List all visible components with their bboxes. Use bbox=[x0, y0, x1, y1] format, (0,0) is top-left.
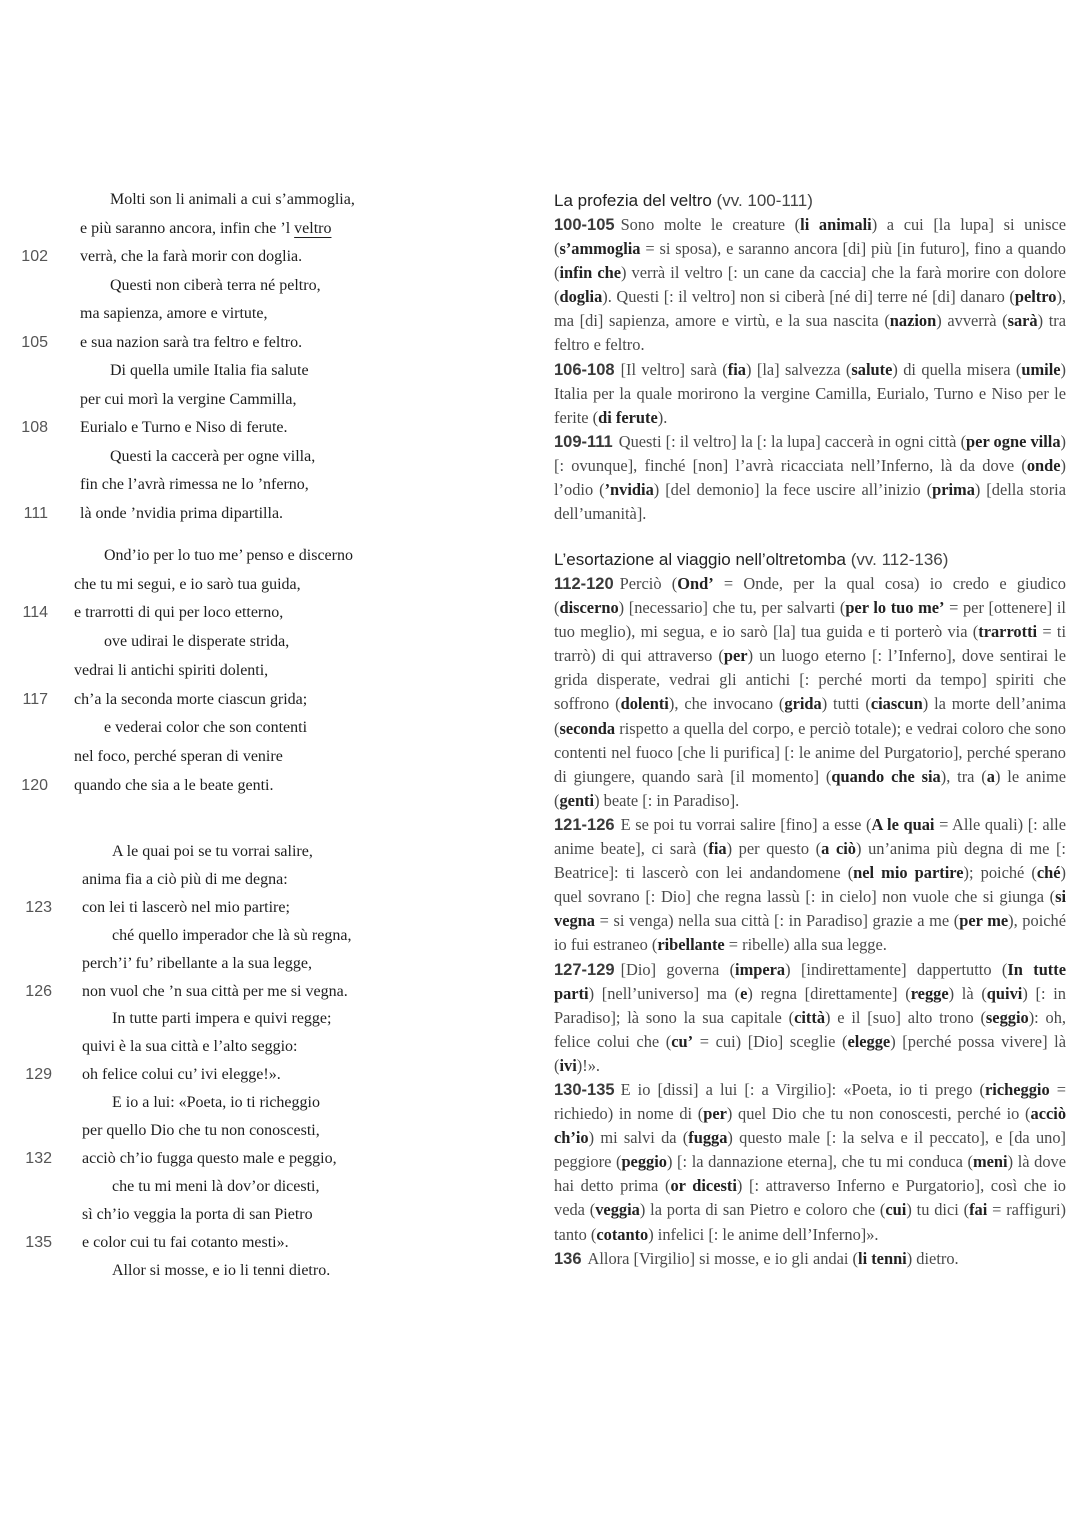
verse-text: Eurialo e Turno e Niso di ferute. bbox=[80, 419, 288, 436]
verse-text: vedrai li antichi spiriti dolenti, bbox=[74, 661, 269, 679]
verse-line bbox=[0, 743, 520, 771]
verse-text: e sua nazion sarà tra feltro e feltro. bbox=[80, 333, 303, 351]
verse-line bbox=[0, 686, 520, 714]
verse-reference: 127-129 bbox=[554, 960, 615, 979]
verse-text: e vederai color che son contenti bbox=[104, 719, 308, 737]
verse-reference: 106-108 bbox=[554, 360, 615, 379]
commentary-paragraph bbox=[554, 1247, 1066, 1271]
commentary-section bbox=[554, 548, 1066, 1271]
verse-line bbox=[0, 978, 520, 1006]
verse-line bbox=[0, 443, 520, 471]
verse-line bbox=[0, 1089, 520, 1117]
verse-reference: 112-120 bbox=[554, 575, 614, 593]
verse-reference: 130-135 bbox=[554, 1080, 615, 1099]
verse-text: ch’a la seconda morte ciascun grida; bbox=[74, 690, 308, 708]
verse-text: A le quai poi se tu vorrai salire, bbox=[112, 843, 313, 860]
verse-text: per quello Dio che tu non conoscesti, bbox=[82, 1122, 320, 1139]
verse-text: e più saranno ancora, infin che ’l veltro bbox=[80, 219, 332, 237]
verse-text: ché quello imperador che là sù regna, bbox=[112, 926, 352, 944]
verse-line bbox=[0, 1145, 520, 1173]
verse-text: oh felice colui cu’ ivi elegge!». bbox=[82, 1066, 281, 1084]
verse-text: Di quella umile Italia fia salute bbox=[110, 362, 309, 379]
verse-line bbox=[0, 657, 520, 685]
verse-line bbox=[0, 1117, 520, 1145]
verse-text: non vuol che ’n sua città per me si vegna. bbox=[82, 982, 348, 1000]
verse-text: con lei ti lascerò nel mio partire; bbox=[82, 898, 290, 916]
paraphrase-text: Allora [Virgilio] si mosse, e io gli andai (li tenni) dietro. bbox=[587, 1248, 959, 1268]
section-title-text: La profezia del veltro bbox=[554, 191, 717, 210]
verse-text: quando che sia a le beate genti. bbox=[74, 776, 274, 794]
underlined-word: veltro bbox=[294, 219, 332, 237]
verse-number: 105 bbox=[21, 333, 48, 351]
verse-number: 126 bbox=[25, 982, 52, 1000]
verse-reference: 100-105 bbox=[554, 216, 615, 234]
verse-number: 114 bbox=[22, 604, 48, 622]
verse-text: In tutte parti impera e quivi regge; bbox=[112, 1010, 332, 1028]
verse-line bbox=[0, 329, 520, 357]
section-title bbox=[554, 189, 1066, 213]
paraphrase-text: Sono molte le creature (li animali) a cui [la lupa] si unisce (s’ammoglia = si sposa), e saranno ancora [di] più [in futuro], fino a quando (infin che) verrà il veltro [: un cane da caccia] che la farà morire con dolore (doglia). Questi [: il veltro] non si ciberà [né di] terre né [di] danaro (peltro), ma [di] sapienza, amore e virtù, e la sua nascita (nazion) avverrà (sarà) tra feltro e feltro. bbox=[554, 215, 1067, 355]
verse-reference: 121-126 bbox=[554, 815, 615, 834]
verse-number: 117 bbox=[22, 690, 48, 708]
verse-text: Molti son li animali a cui s’ammoglia, bbox=[110, 191, 355, 208]
verse-text: anima fia a ciò più di me degna: bbox=[82, 870, 288, 888]
verse-text: e color cui tu fai cotanto mesti». bbox=[82, 1233, 289, 1251]
verse-line bbox=[0, 272, 520, 300]
verse-text: che tu mi segui, e io sarò tua guida, bbox=[74, 575, 301, 593]
verse-reference: 109-111 bbox=[554, 432, 613, 451]
verse-line bbox=[0, 1257, 520, 1285]
verse-text: per cui morì la vergine Cammilla, bbox=[80, 390, 297, 408]
verse-text: Questi non ciberà terra né peltro, bbox=[110, 276, 321, 294]
paraphrase-text: E io [dissi] a lui [: a Virgilio]: «Poeta, io ti prego (richeggio = richiedo) in nome di (per) quel Dio che tu non conoscesti, perché io (acciò ch’io) mi salvi da (fugga) questo male [: la selva e il peccato], e [da uno] peggiore (peggio) [: la dannazione eterna], che tu mi conduca (meni) là dove hai detto prima (or dicesti) [: attraverso Inferno e Purgatorio], così che io veda (veggia) la porta di san Pietro e coloro che (cui) tu dici (fai = raffiguri) tanto (cotanto) infelici [: le anime dell’Inferno]». bbox=[554, 1079, 1067, 1244]
commentary-paragraph bbox=[554, 358, 1066, 430]
commentary-paragraph bbox=[554, 1078, 1066, 1247]
verse-line bbox=[0, 357, 520, 385]
verse-text: ove udirai le disperate strida, bbox=[104, 633, 290, 651]
verse-line bbox=[0, 950, 520, 978]
verse-line bbox=[0, 542, 520, 570]
verse-text: che tu mi meni là dov’or dicesti, bbox=[112, 1177, 320, 1195]
verse-text: Ond’io per lo tuo me’ penso e discerno bbox=[104, 547, 353, 564]
verse-line bbox=[0, 714, 520, 742]
verse-line bbox=[0, 414, 520, 442]
verse-text: nel foco, perché speran di venire bbox=[74, 747, 283, 765]
verse-line bbox=[0, 628, 520, 656]
commentary-paragraph bbox=[554, 572, 1066, 813]
verse-line bbox=[0, 300, 520, 328]
verse-text: e trarrotti di qui per loco etterno, bbox=[74, 604, 284, 622]
verse-line bbox=[0, 1033, 520, 1061]
paraphrase-text: Questi [: il veltro] la [: la lupa] caccerà in ogni città (per ogne villa) [: ovunque], finché [non] l’avrà ricacciata nell’Inferno, là da dove (onde) l’odio (’nvidia) [del demonio] la fece uscire all’inizio (prima) [della storia dell’umanità]. bbox=[554, 431, 1066, 524]
verse-number: 129 bbox=[25, 1066, 52, 1084]
verse-line bbox=[0, 1229, 520, 1257]
verse-line bbox=[0, 772, 520, 800]
section-verses: (vv. 112-136) bbox=[850, 550, 949, 569]
verse-number: 135 bbox=[25, 1233, 52, 1251]
verse-text: verrà, che la farà morir con doglia. bbox=[80, 248, 303, 265]
section-verses: (vv. 100-111) bbox=[716, 191, 813, 210]
commentary-paragraph bbox=[554, 813, 1066, 958]
paraphrase-text: E se poi tu vorrai salire [fino] a esse (A le quai = Alle quali) [: alle anime beate], ci sarà (fia) per questo (a ciò) un’anima più degna di me [: Beatrice]: ti lascerò con lei andandomene (nel mio partire); poiché (ché) quel sovrano [: Dio] che regna lassù [: in cielo] non vuole che si giunga (si vegna = si venga) nella sua città [: in Paradiso] grazie a me (per me), poiché io fui estraneo (ribellante = ribelle) alla sua legge. bbox=[554, 814, 1066, 955]
section-title bbox=[554, 548, 1066, 572]
verse-line bbox=[0, 1005, 520, 1033]
commentary-paragraph bbox=[554, 213, 1066, 358]
verse-text: acciò ch’io fugga questo male e peggio, bbox=[82, 1149, 337, 1167]
verse-text: Allor si mosse, e io li tenni dietro. bbox=[112, 1261, 331, 1279]
commentary-section bbox=[554, 189, 1066, 526]
verse-text: Questi la caccerà per ogne villa, bbox=[110, 447, 316, 465]
verse-text: E io a lui: «Poeta, io ti richeggio bbox=[112, 1094, 320, 1112]
commentary-paragraph bbox=[554, 430, 1066, 526]
paraphrase-text: [Il veltro] sarà (fia) [la] salvezza (salute) di quella misera (umile) Italia per la quale morirono la vergine Camilla, Eurialo, Turno e Niso per le ferite (di ferute). bbox=[554, 359, 1066, 427]
verse-line bbox=[0, 500, 520, 528]
verse-line bbox=[0, 1173, 520, 1201]
verse-line bbox=[0, 599, 520, 627]
paraphrase-text: Perciò (Ond’ = Onde, per la qual cosa) io credo e giudico (discerno) [necessario] che tu, per salvarti (per lo tuo me’ = per [ottenere] il tuo meglio), mi segua, e io sarò [la] tua guida e ti porterò via (trarrotti = ti trarrò) di qui attraverso (per) un luogo eterno [: l’Inferno], dove sentirai le grida disperate, vedrai gli antichi [: perché morti da tempo] spiriti che soffrono (dolenti), che invocano (grida) tutti (ciascun) la morte dell’anima (seconda rispetto a quella del corpo, e perciò totale); e vedrai coloro che sono contenti nel fuoco [che li purifica] [: le anime del Purgatorio], perché sperano di giungere, quando sarà [il momento] (quando che sia), tra (a) le anime (genti) beate [: in Paradiso]. bbox=[554, 574, 1067, 810]
commentary-paragraph bbox=[554, 958, 1066, 1078]
verse-text: ma sapienza, amore e virtute, bbox=[80, 305, 268, 322]
verse-number: 132 bbox=[25, 1149, 52, 1167]
verse-number: 123 bbox=[25, 898, 52, 916]
verse-line bbox=[0, 866, 520, 894]
verse-line bbox=[0, 1201, 520, 1229]
verse-line bbox=[0, 471, 520, 499]
verse-text: là onde ’nvidia prima dipartilla. bbox=[80, 504, 284, 522]
verse-text: fin che l’avrà rimessa ne lo ’nferno, bbox=[80, 476, 309, 493]
verse-line bbox=[0, 571, 520, 599]
verse-line bbox=[0, 838, 520, 866]
verse-line bbox=[0, 922, 520, 950]
verse-line bbox=[0, 894, 520, 922]
verse-reference: 136 bbox=[554, 1249, 582, 1268]
verse-text: quivi è la sua città e l’alto seggio: bbox=[82, 1038, 298, 1056]
section-title-text: L’esortazione al viaggio nell’oltretomba bbox=[554, 550, 851, 569]
verse-number: 108 bbox=[21, 419, 48, 436]
verse-number: 111 bbox=[23, 504, 48, 522]
verse-text: perch’i’ fu’ ribellante a la sua legge, bbox=[82, 954, 312, 972]
verse-number: 120 bbox=[21, 776, 48, 794]
verse-text: sì ch’io veggia la porta di san Pietro bbox=[82, 1205, 313, 1223]
verse-line bbox=[0, 1061, 520, 1089]
verse-line bbox=[0, 186, 520, 214]
verse-line bbox=[0, 386, 520, 414]
verse-number: 102 bbox=[21, 248, 48, 265]
paraphrase-text: [Dio] governa (impera) [indirettamente] dappertutto (In tutte parti) [nell’universo] ma (e) regna [direttamente] (regge) là (quivi) [: in Paradiso]; là sono la sua capitale (città) e il [suo] alto trono (seggio): oh, felice colui che (cu’ = cui) [Dio] sceglie (elegge) [perché possa vivere] là (ivi)!». bbox=[554, 959, 1067, 1075]
verse-line bbox=[0, 243, 520, 271]
verse-line bbox=[0, 215, 520, 243]
